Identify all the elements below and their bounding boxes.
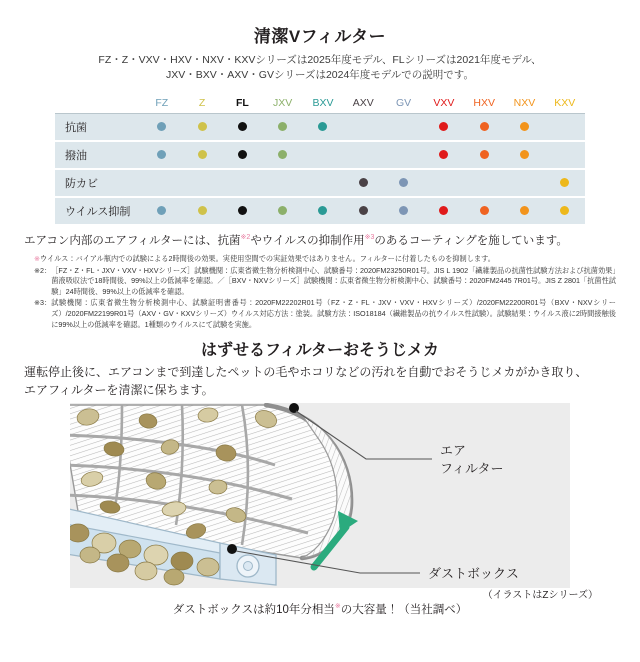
cell-抗菌-FZ — [142, 114, 182, 142]
table-column-header-z: Z — [182, 93, 222, 114]
cell-防カビ-AXV — [343, 169, 383, 197]
body-text-part-3: のあるコーティングを施しています。 — [374, 235, 568, 247]
cell-防カビ-HXV — [464, 169, 504, 197]
row-label-2: 防カビ — [55, 169, 142, 197]
cell-ウイルス抑制-HXV — [464, 197, 504, 224]
cell-ウイルス抑制-KXV — [545, 197, 585, 224]
cell-抗菌-JXV — [263, 114, 303, 142]
callout-air-filter-line2: フィルター — [440, 461, 504, 477]
table-column-header-kxv: KXV — [545, 93, 585, 114]
cell-撥油-FZ — [142, 141, 182, 169]
footnote-marker-3: ※3 — [364, 234, 375, 242]
support-dot-icon — [520, 150, 529, 159]
cell-撥油-Z — [182, 141, 222, 169]
cell-防カビ-Z — [182, 169, 222, 197]
cell-ウイルス抑制-AXV — [343, 197, 383, 224]
footnote-text: ウイルス：バイアル瓶内での試験による2時間後の効果。実使用空間での実証効果ではありません。フィルターに付着したものを抑制します。 — [40, 254, 495, 263]
support-dot-icon — [439, 122, 448, 131]
table-column-header-hxv: HXV — [464, 93, 504, 114]
support-dot-icon — [399, 206, 408, 215]
support-dot-icon — [278, 150, 287, 159]
body-text-part-1: エアコン内部のエアフィルターには、抗菌 — [24, 235, 241, 247]
cell-ウイルス抑制-VXV — [424, 197, 464, 224]
support-dot-icon — [520, 122, 529, 131]
page-title: 清潔Vフィルター — [253, 27, 387, 46]
cell-抗菌-FL — [222, 114, 262, 142]
table-column-header-bxv: BXV — [303, 93, 343, 114]
cell-撥油-VXV — [424, 141, 464, 169]
table-column-header-vxv: VXV — [424, 93, 464, 114]
section2-body-line-2: エアフィルターを清潔に保ちます。 — [24, 383, 214, 398]
capacity-text-before: ダストボックスは約10年分相当 — [172, 604, 335, 617]
table-column-header-jxv: JXV — [263, 93, 303, 114]
footnote-tag: ※2： — [34, 265, 52, 275]
support-dot-icon — [157, 150, 166, 159]
support-dot-icon — [278, 206, 287, 215]
table-column-header-axv: AXV — [343, 93, 383, 114]
section2-body-text — [24, 363, 616, 399]
table-header — [55, 93, 585, 114]
support-dot-icon — [318, 206, 327, 215]
support-dot-icon — [560, 178, 569, 187]
row-label-1: 撥油 — [55, 141, 142, 169]
cell-防カビ-FL — [222, 169, 262, 197]
cell-抗菌-NXV — [504, 114, 544, 142]
capacity-text-after: の大容量！（当社調べ） — [340, 604, 468, 617]
cell-ウイルス抑制-JXV — [263, 197, 303, 224]
table-corner-cell — [55, 93, 142, 114]
feature-matrix-table — [55, 93, 585, 224]
table-column-header-fl: FL — [222, 93, 262, 114]
cell-抗菌-KXV — [545, 114, 585, 142]
row-label-0: 抗菌 — [55, 114, 142, 142]
table-body — [55, 114, 585, 225]
section2-body-line-1: 運転停止後に、エアコンまで到達したペットの毛やホコリなどの汚れを自動でおそうじメカがかき取り、 — [24, 365, 588, 380]
support-dot-icon — [560, 206, 569, 215]
support-dot-icon — [439, 150, 448, 159]
cell-防カビ-NXV — [504, 169, 544, 197]
cell-撥油-BXV — [303, 141, 343, 169]
cell-ウイルス抑制-Z — [182, 197, 222, 224]
subtitle-line-1: FZ・Z・VXV・HXV・NXV・KXVシリーズは2025年度モデル、FLシリーズは2021年度モデル、 — [98, 54, 542, 66]
support-dot-icon — [238, 150, 247, 159]
support-dot-icon — [318, 122, 327, 131]
cell-抗菌-GV — [383, 114, 423, 142]
support-dot-icon — [238, 122, 247, 131]
support-dot-icon — [480, 206, 489, 215]
cell-防カビ-FZ — [142, 169, 182, 197]
subtitle-line-2: JXV・BXV・AXV・GVシリーズは2024年度モデルでの説明です。 — [166, 69, 474, 81]
dustbox-capacity-caption — [24, 603, 616, 618]
cell-ウイルス抑制-NXV — [504, 197, 544, 224]
table-row — [55, 114, 585, 142]
cell-抗菌-BXV — [303, 114, 343, 142]
support-dot-icon — [198, 206, 207, 215]
footnote-text: 試験機関：広東省微生物分析検測中心、試験証明書番号：2020FM22202R01号（FZ・Z・FL・JXV・VXV・HXVシリーズ）/2020FM22200R01号（BXV・NXVシリーズ）/2020FM22199R01号（AXV・GV・KXVシリーズ）ウイルス対応方法：塗装。試験方法：ISO18184（繊維製品の抗ウイルス性試験）。試験結果：ウイルス液に2時間接触後に99%以上の低減率を確認。1種類のウイルスにて試験を実施。 — [51, 298, 616, 329]
body-text-part-2: やウイルスの抑制作用 — [250, 235, 365, 247]
cell-撥油-HXV — [464, 141, 504, 169]
illustration-svg — [70, 403, 570, 588]
cell-撥油-NXV — [504, 141, 544, 169]
footnote-text: ［FZ・Z・FL・JXV・VXV・HXVシリーズ］試験機関：広東省微生物分析検測中心、試験番号：2020FM23250R01号。JIS L 1902「繊維製品の抗菌性試験方法および抗菌効果」菌液吸収法で18時間後、99%以上の低減率を確認。／［BXV・NXVシリーズ］試験機関：広東省微生物分析検測中心、試験番号：2020FM2445 7R01号。JIS Z 2801「抗菌性試験」24時間後、99%以上の低減率を確認。 — [51, 265, 616, 296]
cell-抗菌-HXV — [464, 114, 504, 142]
table-header-row — [55, 93, 585, 114]
cell-撥油-FL — [222, 141, 262, 169]
callout-dust-box: ダストボックス — [428, 566, 519, 582]
capacity-footnote-marker: ※ — [334, 603, 341, 611]
illustration-caption-right: （イラストはZシリーズ） — [482, 590, 598, 602]
cell-防カビ-JXV — [263, 169, 303, 197]
support-dot-icon — [198, 150, 207, 159]
support-dot-icon — [520, 206, 529, 215]
footnote-item — [24, 298, 616, 330]
footnotes-list — [24, 254, 616, 330]
row-label-3: ウイルス抑制 — [65, 206, 131, 218]
support-dot-icon — [480, 122, 489, 131]
cleaning-mechanism-illustration — [70, 403, 570, 588]
section2-title: はずせるフィルターおそうじメカ — [200, 342, 440, 360]
support-dot-icon — [157, 206, 166, 215]
cell-防カビ-KXV — [545, 169, 585, 197]
cell-ウイルス抑制-BXV — [303, 197, 343, 224]
support-dot-icon — [359, 206, 368, 215]
footnote-tag: ※3： — [34, 298, 52, 308]
table-row — [55, 169, 585, 197]
footnote-item — [24, 266, 616, 298]
support-dot-icon — [359, 178, 368, 187]
cell-抗菌-VXV — [424, 114, 464, 142]
support-dot-icon — [278, 122, 287, 131]
cell-撥油-KXV — [545, 141, 585, 169]
cell-ウイルス抑制-FL — [222, 197, 262, 224]
table-column-header-fz: FZ — [142, 93, 182, 114]
support-dot-icon — [399, 178, 408, 187]
cell-抗菌-Z — [182, 114, 222, 142]
support-dot-icon — [157, 122, 166, 131]
page-subtitle — [24, 53, 616, 83]
support-dot-icon — [238, 206, 247, 215]
cell-防カビ-VXV — [424, 169, 464, 197]
product-feature-page — [0, 22, 640, 662]
dustbox-anchor-dot — [227, 544, 237, 554]
support-dot-icon — [198, 122, 207, 131]
support-dot-icon — [480, 150, 489, 159]
cell-撥油-GV — [383, 141, 423, 169]
callout-air-filter-line1: エア — [440, 443, 467, 459]
cell-撥油-JXV — [263, 141, 303, 169]
cell-ウイルス抑制-GV — [383, 197, 423, 224]
support-dot-icon — [439, 206, 448, 215]
cell-防カビ-BXV — [303, 169, 343, 197]
cell-ウイルス抑制-FZ — [142, 197, 182, 224]
footnote-item — [24, 254, 616, 265]
cell-防カビ-GV — [383, 169, 423, 197]
table-column-header-nxv: NXV — [504, 93, 544, 114]
cell-撥油-AXV — [343, 141, 383, 169]
section1-body-text — [24, 233, 616, 250]
cell-抗菌-AXV — [343, 114, 383, 142]
table-row — [55, 141, 585, 169]
footnote-tag: ※ — [34, 254, 41, 263]
table-row — [55, 197, 585, 224]
footnote-marker-2: ※2 — [240, 234, 251, 242]
table-column-header-gv: GV — [383, 93, 423, 114]
